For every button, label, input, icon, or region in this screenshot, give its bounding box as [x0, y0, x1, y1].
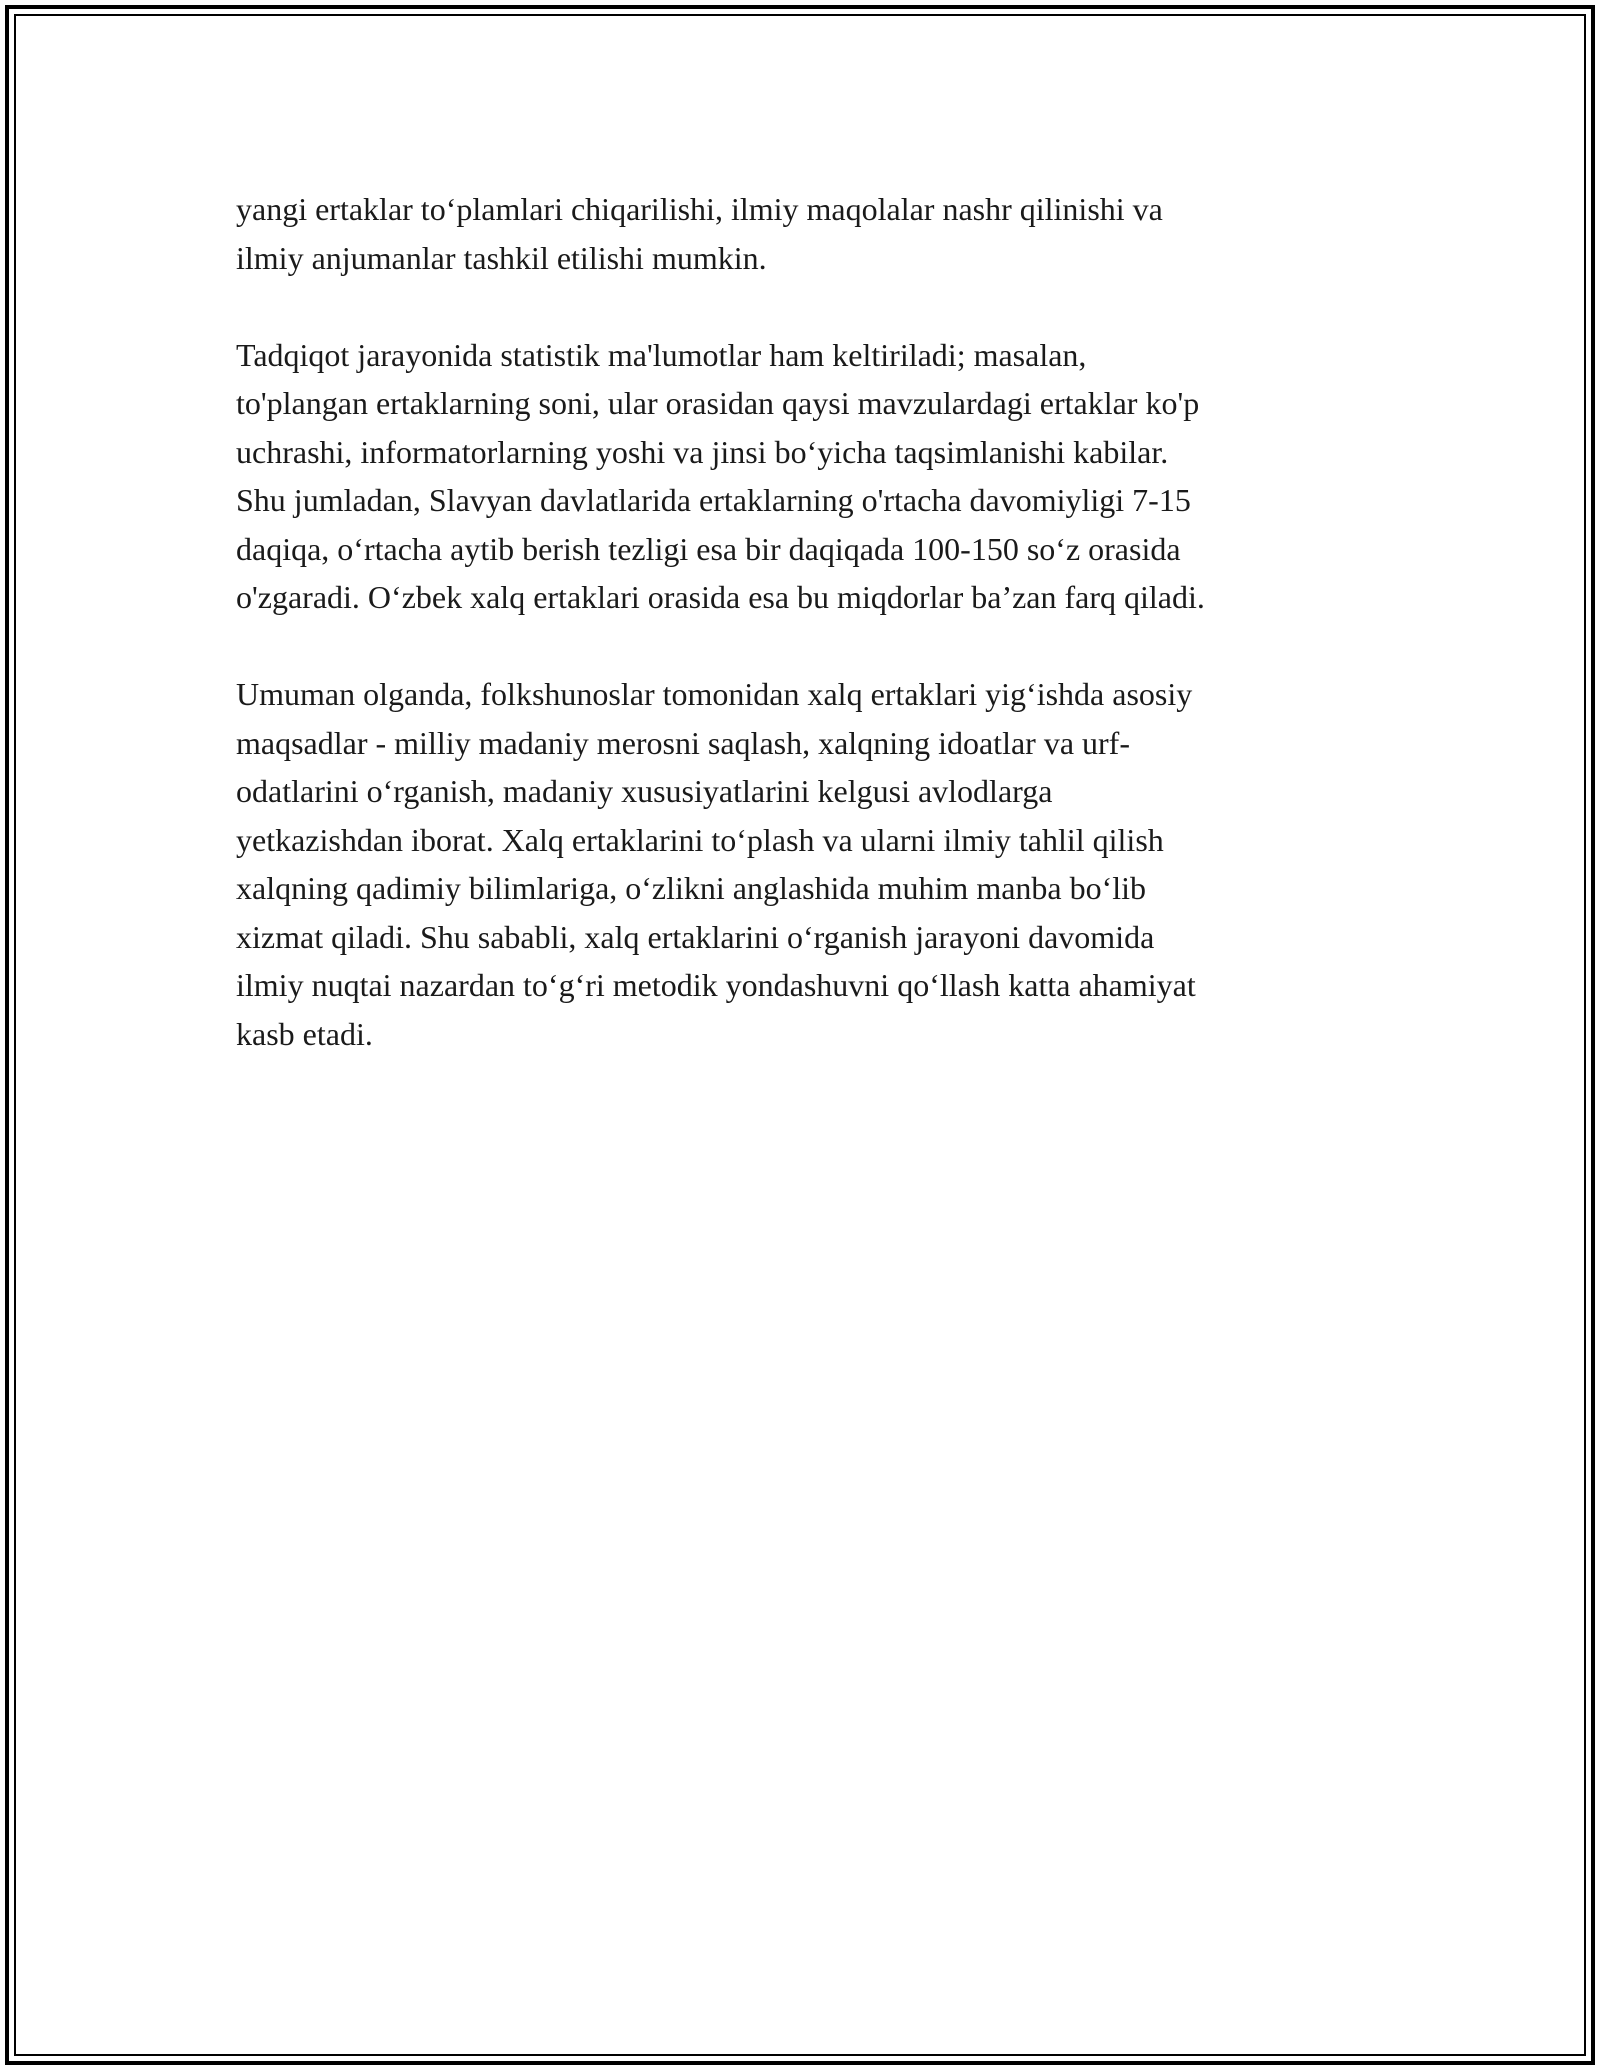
text-line: Umuman olganda, folkshunoslar tomonidan xalq ertaklari yig‘ishda asosiy	[236, 676, 1193, 712]
document-body	[236, 185, 1356, 1058]
text-line: Shu jumladan, Slavyan davlatlarida ertaklarning o'rtacha davomiyligi 7-15	[236, 482, 1191, 518]
text-line: uchrashi, informatorlarning yoshi va jinsi bo‘yicha taqsimlanishi kabilar.	[236, 433, 1169, 470]
text-line: xizmat qiladi. Shu sababli, xalq ertaklarini o‘rganish jarayoni davomida	[236, 918, 1155, 955]
text-line: kasb etadi.	[236, 1015, 373, 1052]
text-line: ilmiy nuqtai nazardan to‘g‘ri metodik yondashuvni qo‘llash katta ahamiyat	[236, 967, 1196, 1003]
text-line: odatlarini o‘rganish, madaniy xususiyatlarini kelgusi avlodlarga	[236, 773, 1053, 809]
paragraph-3	[236, 670, 1356, 1058]
text-line: to'plangan ertaklarning soni, ular orasidan qaysi mavzulardagi ertaklar ko'p	[236, 385, 1200, 421]
text-line: ilmiy anjumanlar tashkil etilishi mumkin.	[236, 239, 767, 276]
text-line: o'zgaradi. O‘zbek xalq ertaklari orasida esa bu miqdorlar ba’zan farq qiladi.	[236, 579, 1205, 615]
text-line: xalqning qadimiy bilimlariga, o‘zlikni anglashida muhim manba bo‘lib	[236, 870, 1147, 906]
text-line: maqsadlar - milliy madaniy merosni saqlash, xalqning idoatlar va urf-	[236, 724, 1130, 761]
paragraph-1	[236, 185, 1356, 282]
text-line: Tadqiqot jarayonida statistik ma'lumotlar ham keltiriladi; masalan,	[236, 336, 1087, 373]
text-line: yangi ertaklar to‘plamlari chiqarilishi, ilmiy maqolalar nashr qilinishi va	[236, 191, 1163, 227]
text-line: daqiqa, o‘rtacha aytib berish tezligi esa bir daqiqada 100-150 so‘z orasida	[236, 530, 1181, 567]
paragraph-2	[236, 331, 1356, 622]
text-line: yetkazishdan iborat. Xalq ertaklarini to‘plash va ularni ilmiy tahlil qilish	[236, 821, 1164, 858]
